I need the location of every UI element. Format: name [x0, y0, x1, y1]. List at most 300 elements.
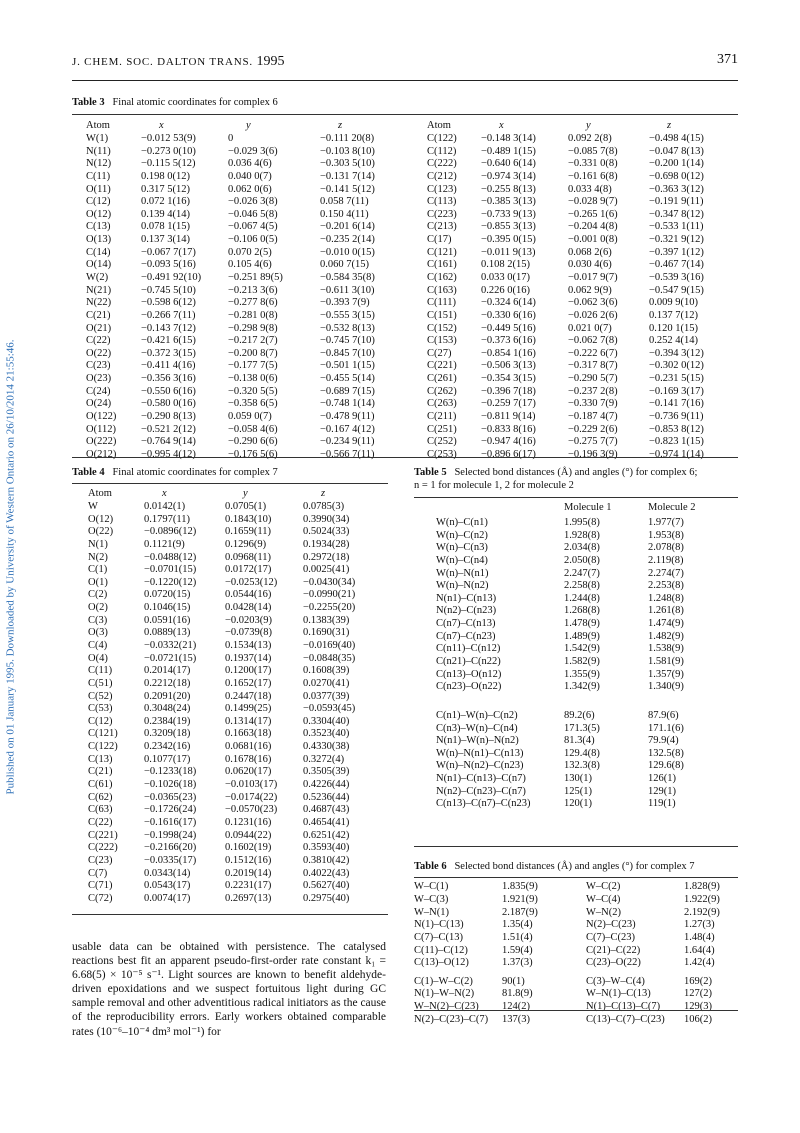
- table3-cell-z: 0.058 7(11): [320, 196, 369, 208]
- table3-cell-y-2: −0.187 4(7): [568, 411, 618, 423]
- table3-cell-x-2: −0.011 9(13): [481, 246, 536, 258]
- table4-cell-y: 0.0428(14): [225, 602, 272, 614]
- table6-distance-row: [414, 932, 738, 945]
- table4-header-row: [88, 488, 378, 501]
- table3-cell-x-2: −0.947 4(16): [481, 436, 536, 448]
- table3-cell-atom: W(2): [86, 272, 109, 283]
- table4-cell-x: −0.1026(18): [144, 779, 197, 791]
- table6-cell-bond: W–N(1): [414, 906, 449, 918]
- table4-cell-x: −0.0721(15): [144, 652, 197, 664]
- table4-cell-x: 0.0543(17): [144, 880, 191, 892]
- table6-body: [414, 881, 738, 1026]
- table4-caption: [72, 466, 278, 479]
- table3-cell-z-2: −0.698 0(12): [649, 170, 704, 182]
- table4-row: [88, 602, 378, 615]
- table3-cell-x-2: −0.255 8(13): [481, 183, 536, 195]
- table6-cell-value: 81.8(9): [502, 988, 533, 1000]
- page-number: 371: [717, 52, 738, 67]
- journal-name: [72, 54, 285, 70]
- table5-cell-bond: C(n3)–W(n)–C(n4): [436, 722, 518, 734]
- table4-cell-y: 0.1512(16): [225, 854, 272, 866]
- table5-top-rule: [414, 497, 738, 498]
- table3-cell-atom: C(21): [86, 309, 111, 321]
- table4-row: [88, 804, 378, 817]
- table3-cell-z-2: −0.394 3(12): [649, 347, 704, 359]
- table4-row: [88, 640, 378, 653]
- table3-cell-y-2: −0.237 2(8): [568, 385, 618, 397]
- table3-cell-x-2: −0.833 8(16): [481, 423, 536, 435]
- table4-cell-atom: C(13): [88, 753, 113, 765]
- table5-cell-bond: W(n)–N(n2)–C(n23): [436, 760, 524, 772]
- table5-cell-molecule-1: 132.3(8): [564, 760, 600, 772]
- table6-cell-bond: N(2)–C(23)–C(7): [414, 1013, 489, 1025]
- table3-cell-y: 0.070 2(5): [228, 246, 272, 258]
- table3-cell-atom-2: C(151): [427, 309, 457, 321]
- table3-cell-z-2: −0.141 7(16): [649, 398, 704, 410]
- table5-cell-bond: N(n1)–C(n13): [436, 592, 497, 604]
- table4-cell-atom: C(221): [88, 829, 118, 841]
- table3-cell-y-2: −0.290 5(7): [568, 373, 618, 385]
- table4-cell-z: 0.5024(33): [303, 526, 350, 538]
- table5-cell-molecule-2: 129(1): [648, 785, 676, 797]
- table5-cell-molecule-1: 125(1): [564, 785, 592, 797]
- table6-cell-value-2: 1.48(4): [684, 931, 715, 943]
- table3-cell-atom: O(122): [86, 411, 117, 423]
- table4: [88, 488, 378, 905]
- table4-cell-y: 0.1652(17): [225, 677, 272, 689]
- table3-cell-z-2: −0.547 9(15): [649, 284, 704, 296]
- table5-cell-molecule-2: 1.482(9): [648, 630, 684, 642]
- table3-cell-atom-2: C(251): [427, 423, 457, 435]
- table3-cell-y-2: −0.001 0(8): [568, 234, 618, 246]
- table4-cell-atom: C(63): [88, 804, 113, 816]
- table6-cell-bond-2: C(21)–C(22): [586, 944, 641, 956]
- table3-cell-x: 0.317 5(12): [141, 183, 190, 195]
- table6-cell-value: 1.35(4): [502, 919, 533, 931]
- table5-cell-bond: N(n2)–C(n23)–C(n7): [436, 785, 526, 797]
- table4-cell-x: 0.1046(15): [144, 602, 191, 614]
- table3-top-rule: [72, 114, 738, 115]
- table3-row: [86, 284, 726, 297]
- table6-cell-bond-2: N(1)–C(13)–C(7): [586, 1001, 661, 1013]
- table3-cell-x-2: −0.489 1(15): [481, 145, 536, 157]
- table5-cell-molecule-2: 129.6(8): [648, 760, 684, 772]
- table4-cell-x: −0.0701(15): [144, 564, 197, 576]
- table4-cell-atom: C(4): [88, 640, 108, 651]
- table4-cell-x: −0.1998(24): [144, 829, 197, 841]
- table3-cell-y-2: −0.028 9(7): [568, 196, 618, 208]
- table3-col-x-2: x: [499, 120, 504, 132]
- table4-cell-y: 0.1296(9): [225, 538, 267, 550]
- table4-title: Final atomic coordinates for complex 7: [112, 467, 278, 478]
- journal-title: J. CHEM. SOC. DALTON TRANS.: [72, 56, 253, 68]
- table5-distance-row: [436, 681, 726, 694]
- table4-cell-x: 0.2212(18): [144, 677, 191, 689]
- table6-distance-row: [414, 919, 738, 932]
- table4-top-rule: [72, 483, 388, 484]
- table3-cell-x: −0.093 5(16): [141, 259, 196, 271]
- table3-cell-x: 0.198 0(12): [141, 170, 190, 182]
- table5-cell-molecule-2: 119(1): [648, 798, 676, 810]
- table3-col-atom: Atom: [86, 120, 110, 132]
- table3-cell-atom: O(13): [86, 234, 112, 246]
- table3-cell-x: −0.273 0(10): [141, 145, 196, 157]
- table3-row: [86, 310, 726, 323]
- table5-cell-bond: C(n7)–C(n13): [436, 618, 496, 630]
- table4-cell-x: 0.3048(24): [144, 703, 191, 715]
- table3-cell-x: −0.764 9(14): [141, 436, 196, 448]
- table4-cell-z: 0.3272(4): [303, 753, 345, 765]
- table4-cell-atom: O(2): [88, 602, 108, 614]
- table4-cell-x: 0.0074(17): [144, 892, 191, 904]
- table3-cell-z: −0.167 4(12): [320, 423, 375, 435]
- table5-angle-row: [436, 785, 726, 798]
- table3-cell-z-2: −0.498 4(15): [649, 132, 704, 144]
- table4-cell-x: 0.1077(17): [144, 753, 191, 765]
- table5: [436, 502, 726, 811]
- table5-cell-molecule-2: 87.9(6): [648, 709, 679, 721]
- table3-cell-atom: O(23): [86, 373, 112, 385]
- table3-cell-y-2: −0.330 7(9): [568, 398, 618, 410]
- table4-cell-y: 0.1602(19): [225, 842, 272, 854]
- table3-cell-atom: C(22): [86, 335, 111, 347]
- table4-cell-x: −0.1233(18): [144, 766, 197, 778]
- page-header: [72, 50, 738, 70]
- table5-label: Table 5: [414, 467, 447, 478]
- table3-cell-y: 0.059 0(7): [228, 411, 272, 423]
- table4-cell-y: 0.2231(17): [225, 880, 272, 892]
- table3-cell-y-2: 0.033 4(8): [568, 183, 612, 195]
- table4-cell-atom: C(3): [88, 614, 108, 626]
- table4-cell-atom: O(1): [88, 576, 108, 588]
- table3-cell-atom: O(212): [86, 448, 117, 460]
- table3-cell-y: −0.358 6(5): [228, 398, 278, 410]
- table4-row: [88, 576, 378, 589]
- table3-cell-y-2: −0.026 2(6): [568, 309, 618, 321]
- table3-cell-atom: C(13): [86, 221, 111, 233]
- table3-row: [86, 348, 726, 361]
- table6-cell-value: 1.59(4): [502, 944, 533, 956]
- table4-cell-x: 0.0889(13): [144, 627, 191, 639]
- table3-cell-y-2: −0.062 7(8): [568, 335, 618, 347]
- table6-cell-bond-2: W–N(2): [586, 906, 621, 918]
- table4-row: [88, 614, 378, 627]
- table3-cell-y: −0.058 4(6): [228, 423, 278, 435]
- table5-cell-molecule-1: 1.355(9): [564, 668, 600, 680]
- table4-cell-y: 0.1659(11): [225, 526, 271, 538]
- table3-cell-z-2: −0.363 3(12): [649, 183, 704, 195]
- table3-cell-y: −0.138 0(6): [228, 373, 278, 385]
- table5-distance-row: [436, 656, 726, 669]
- table3-title: Final atomic coordinates for complex 6: [112, 97, 278, 108]
- table5-cell-bond: W(n)–C(n4): [436, 554, 488, 566]
- table4-cell-y: −0.0570(23): [225, 804, 278, 816]
- table3-cell-y: −0.213 3(6): [228, 284, 278, 296]
- table3-cell-x: −0.290 8(13): [141, 411, 196, 423]
- table4-cell-z: 0.3304(40): [303, 715, 350, 727]
- table4-cell-x: 0.2014(17): [144, 665, 191, 677]
- table3-cell-x-2: −0.855 3(13): [481, 221, 536, 233]
- table4-cell-y: −0.0103(17): [225, 779, 278, 791]
- table5-cell-bond: W(n)–C(n1): [436, 516, 488, 528]
- table3-cell-z-2: −0.302 0(12): [649, 360, 704, 372]
- table5-subtitle: n = 1 for molecule 1, 2 for molecule 2: [414, 480, 574, 491]
- table5-cell-molecule-1: 171.3(5): [564, 722, 600, 734]
- table3-row: [86, 423, 726, 436]
- table3-cell-y: 0.036 4(6): [228, 158, 272, 170]
- table3-cell-x: 0.139 4(14): [141, 208, 190, 220]
- table3-cell-z-2: −0.231 5(15): [649, 373, 704, 385]
- table5-cell-molecule-2: 2.274(7): [648, 567, 684, 579]
- table3-cell-x-2: 0.033 0(17): [481, 272, 530, 283]
- table4-cell-z: 0.0025(41): [303, 564, 350, 576]
- table5-cell-molecule-2: 1.357(9): [648, 668, 684, 680]
- table6-cell-value: 1.51(4): [502, 931, 533, 943]
- table5-cell-molecule-1: 81.3(4): [564, 735, 595, 747]
- table3-cell-z: −0.111 20(8): [320, 132, 375, 144]
- table3-cell-x-2: −0.854 1(16): [481, 347, 536, 359]
- table4-cell-z: 0.3523(40): [303, 728, 350, 740]
- table3-cell-z: 0.060 7(15): [320, 259, 369, 271]
- table4-row: [88, 526, 378, 539]
- table3-cell-y-2: −0.275 7(7): [568, 436, 618, 448]
- table4-cell-z: 0.0785(3): [303, 500, 345, 512]
- table5-header-row: [436, 502, 726, 515]
- table3-cell-atom-2: C(123): [427, 183, 457, 195]
- table3-cell-x: −0.521 2(12): [141, 423, 196, 435]
- table4-cell-x: 0.3209(18): [144, 728, 191, 740]
- table3-cell-z: −0.455 5(14): [320, 373, 375, 385]
- table6-cell-value-2: 1.27(3): [684, 919, 715, 931]
- table5-cell-bond: W(n)–N(n1)–C(n13): [436, 747, 524, 759]
- table3-cell-z: −0.141 5(12): [320, 183, 375, 195]
- table3-cell-x: −0.995 4(12): [141, 448, 196, 460]
- table6-cell-bond-2: W–C(2): [586, 881, 621, 893]
- table4-row: [88, 867, 378, 880]
- table5-distance-row: [436, 668, 726, 681]
- table4-cell-x: −0.0488(12): [144, 551, 197, 563]
- table6-cell-value: 1.835(9): [502, 881, 538, 893]
- table3-cell-y-2: 0.068 2(6): [568, 246, 612, 258]
- table4-cell-z: 0.3810(42): [303, 854, 350, 866]
- table5-cell-molecule-1: 1.542(9): [564, 643, 600, 655]
- table6-distance-row: [414, 957, 738, 970]
- table5-angle-row: [436, 748, 726, 761]
- table3-cell-atom-2: C(121): [427, 246, 457, 258]
- table3-cell-atom-2: C(263): [427, 398, 457, 410]
- table3-cell-z: −0.532 8(13): [320, 322, 375, 334]
- table6-cell-value-2: 1.828(9): [684, 881, 720, 893]
- table4-cell-z: 0.4687(43): [303, 804, 350, 816]
- table3-cell-atom: C(23): [86, 360, 111, 372]
- table3-cell-x-2: −0.733 9(13): [481, 208, 536, 220]
- table3-cell-atom: O(21): [86, 322, 112, 334]
- table4-cell-x: −0.0335(17): [144, 854, 197, 866]
- table6: [414, 881, 738, 1026]
- table6-cell-bond: C(11)–C(12): [414, 944, 468, 956]
- table3-cell-atom-2: C(162): [427, 272, 457, 283]
- table4-cell-y: 0.1314(17): [225, 715, 272, 727]
- table5-cell-molecule-1: 1.995(8): [564, 516, 600, 528]
- table4-body: [88, 501, 378, 906]
- table3-cell-atom-2: C(261): [427, 373, 457, 385]
- table3-cell-z-2: 0.120 1(15): [649, 322, 698, 334]
- table5-cell-bond: C(n23)–O(n22): [436, 681, 502, 693]
- table4-row: [88, 753, 378, 766]
- table3-cell-x: −0.745 5(10): [141, 284, 196, 296]
- table3-cell-atom-2: C(262): [427, 385, 457, 397]
- table3-cell-x-2: −0.974 3(14): [481, 170, 536, 182]
- table4-cell-x: −0.1616(17): [144, 816, 197, 828]
- table3-cell-z-2: −0.736 9(11): [649, 411, 704, 423]
- table3-body: [86, 133, 726, 462]
- table3-cell-z-2: 0.137 7(12): [649, 309, 698, 321]
- table4-col-y: y: [243, 488, 248, 500]
- table3-cell-y: −0.200 8(7): [228, 347, 278, 359]
- table6-title: Selected bond distances (Å) and angles (°) for complex 7: [454, 861, 695, 872]
- table4-cell-x: 0.2342(16): [144, 741, 191, 753]
- table3-cell-y-2: −0.085 7(8): [568, 145, 618, 157]
- table5-cell-molecule-1: 2.050(8): [564, 554, 600, 566]
- table5-cell-molecule-1: 1.268(8): [564, 605, 600, 617]
- table4-cell-y: 0.0968(11): [225, 551, 271, 563]
- table3-cell-atom-2: C(213): [427, 221, 457, 233]
- table5-cell-molecule-2: 132.5(8): [648, 747, 684, 759]
- table3-cell-atom-2: C(122): [427, 132, 457, 144]
- table3-cell-z: −0.131 7(14): [320, 170, 375, 182]
- table4-cell-atom: O(22): [88, 526, 114, 538]
- table3-row: [86, 133, 726, 146]
- table4-cell-y: 0.1200(17): [225, 665, 272, 677]
- table5-cell-molecule-1: 129.4(8): [564, 747, 600, 759]
- table5-angle-row: [436, 722, 726, 735]
- table3: [86, 120, 726, 461]
- table5-cell-molecule-1: 2.034(8): [564, 542, 600, 554]
- body-paragraph: usable data can be obtained with persistence. The catalysed reactions best fit an apparent pseudo-first-order rate constant k₁ = 6.68(5) × 10⁻⁵ s⁻¹. Light sources are known to benefit aldehyde-driven epoxidations and we suspect fortuitous light during GC sample removal and other adventitious radical initiators as the cause of the reproducibility errors. Early workers obtained comparable rates (10⁻⁶–10⁻⁴ dm³ mol⁻¹) for: [72, 941, 386, 1038]
- table4-cell-atom: O(4): [88, 652, 108, 664]
- table3-cell-atom: O(12): [86, 208, 112, 220]
- table4-row: [88, 551, 378, 564]
- table4-row: [88, 539, 378, 552]
- table3-cell-atom-2: C(17): [427, 234, 452, 246]
- table4-cell-atom: C(1): [88, 564, 108, 576]
- table4-row: [88, 564, 378, 577]
- table4-cell-atom: C(122): [88, 741, 118, 753]
- table3-cell-x-2: 0.226 0(16): [481, 284, 530, 296]
- table5-distance-row: [436, 630, 726, 643]
- table3-cell-x-2: −0.354 3(15): [481, 373, 536, 385]
- table3-cell-x: 0.137 3(14): [141, 234, 190, 246]
- table4-cell-y: 0.1843(10): [225, 513, 272, 525]
- table6-distance-row: [414, 894, 738, 907]
- table6-cell-bond-2: W–C(4): [586, 893, 621, 905]
- table3-cell-y: −0.320 5(5): [228, 385, 278, 397]
- table4-col-atom: Atom: [88, 488, 112, 500]
- table4-row: [88, 842, 378, 855]
- table6-cell-value-2: 2.192(9): [684, 906, 720, 918]
- table4-cell-z: 0.4226(44): [303, 779, 350, 791]
- table3-cell-z: −0.393 7(9): [320, 297, 370, 309]
- table3-cell-y-2: −0.017 9(7): [568, 272, 618, 283]
- table4-cell-x: 0.0591(16): [144, 614, 191, 626]
- table3-cell-z-2: −0.321 9(12): [649, 234, 704, 246]
- table4-cell-atom: C(11): [88, 665, 113, 677]
- table4-cell-x: 0.0142(1): [144, 500, 186, 512]
- table3-row: [86, 221, 726, 234]
- table3-cell-z: −0.689 7(15): [320, 385, 375, 397]
- table5-angle-row: [436, 735, 726, 748]
- table3-cell-x: −0.598 6(12): [141, 297, 196, 309]
- table6-distance-row: [414, 906, 738, 919]
- table5-angle-row: [436, 773, 726, 786]
- table3-row: [86, 411, 726, 424]
- table3-bottom-rule: [72, 457, 738, 458]
- table3-cell-atom: O(14): [86, 259, 112, 271]
- table4-cell-atom: C(53): [88, 703, 113, 715]
- table5-cell-molecule-1: 2.258(8): [564, 580, 600, 592]
- table4-row: [88, 817, 378, 830]
- table3-cell-x-2: −0.385 3(13): [481, 196, 536, 208]
- table3-cell-atom-2: C(221): [427, 360, 457, 372]
- table4-cell-z: 0.6251(42): [303, 829, 350, 841]
- table5-distance-row: [436, 517, 726, 530]
- table4-cell-atom: C(2): [88, 589, 108, 601]
- table3-cell-atom-2: C(222): [427, 158, 457, 170]
- table3-cell-atom: N(12): [86, 158, 112, 170]
- table5-cell-molecule-2: 1.340(9): [648, 681, 684, 693]
- table3-row: [86, 335, 726, 348]
- table3-row: [86, 373, 726, 386]
- table3-cell-x: −0.266 7(11): [141, 309, 196, 321]
- table4-cell-atom: C(23): [88, 854, 113, 866]
- table5-angle-row: [436, 760, 726, 773]
- table3-cell-atom: N(11): [86, 145, 111, 157]
- table5-cell-molecule-2: 126(1): [648, 773, 676, 785]
- table4-row: [88, 652, 378, 665]
- table6-angle-row: [414, 1001, 738, 1014]
- table4-cell-z: 0.3990(34): [303, 513, 350, 525]
- table3-row: [86, 259, 726, 272]
- table3-cell-x-2: −0.148 3(14): [481, 132, 536, 144]
- table4-cell-y: 0.1663(18): [225, 728, 272, 740]
- table6-cell-value: 1.37(3): [502, 957, 533, 969]
- table4-row: [88, 880, 378, 893]
- table3-cell-y: 0.040 0(7): [228, 170, 272, 182]
- table3-cell-x: −0.580 0(16): [141, 398, 196, 410]
- table6-cell-bond: C(7)–C(13): [414, 931, 463, 943]
- table4-cell-y: 0.0705(1): [225, 500, 267, 512]
- table3-cell-atom-2: C(253): [427, 448, 457, 460]
- table5-col-molecule-1: Molecule 1: [564, 502, 612, 514]
- table3-row: [86, 145, 726, 158]
- table3-cell-atom-2: C(212): [427, 170, 457, 182]
- table3-cell-atom-2: C(153): [427, 335, 457, 347]
- table3-cell-x: −0.012 53(9): [141, 132, 196, 144]
- table4-cell-x: 0.1121(9): [144, 538, 185, 550]
- table3-cell-atom-2: C(161): [427, 259, 457, 271]
- table3-cell-z-2: −0.047 8(13): [649, 145, 704, 157]
- table4-cell-x: 0.2384(19): [144, 715, 191, 727]
- table4-cell-y: 0.1678(16): [225, 753, 272, 765]
- table3-row: [86, 360, 726, 373]
- table3-cell-y-2: −0.265 1(6): [568, 208, 618, 220]
- table3-cell-y-2: −0.204 4(8): [568, 221, 618, 233]
- table3-col-atom-2: Atom: [427, 120, 451, 132]
- table6-cell-bond: C(13)–O(12): [414, 957, 469, 969]
- table5-cell-molecule-1: 1.489(9): [564, 630, 600, 642]
- table5-cell-bond: N(n1)–W(n)–N(n2): [436, 735, 519, 747]
- table3-cell-y-2: 0.062 9(9): [568, 284, 612, 296]
